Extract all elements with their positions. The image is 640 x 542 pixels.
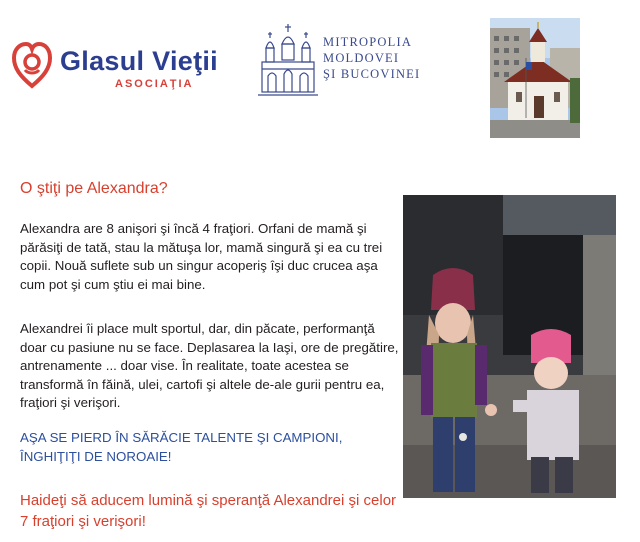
metropolis-line-1: MITROPOLIA [323,35,413,49]
association-name: Glasul Vieţii [60,46,218,76]
metropolis-logo [258,22,428,100]
association-subtitle: ASOCIAŢIA [115,78,194,90]
heart-logo-icon [12,40,52,90]
church-photo [490,18,580,138]
association-logo [12,40,227,95]
article-callout: AŞA SE PIERD ÎN SĂRĂCIE TALENTE ŞI CAMPIONI, ÎNGHIŢIŢI DE NOROAIE! [20,430,343,464]
call-to-action: Haideţi să aducem lumină şi speranţă Alexandrei şi celor 7 fraţiori şi verişori! [20,492,397,530]
children-photo [403,195,616,498]
cathedral-logo-icon [258,22,318,98]
metropolis-name [323,34,420,82]
article-paragraph-2: Alexandrei îi place mult sportul, dar, din păcate, performanţă doar cu pasiune nu se face. Deplasarea la Iaşi, ore de pregătire, antrenamente ... doar vise. În realitate, toate acestea se transformă în făină, ulei, cartofi şi altele de-ale gurii pentru ea, fraţiori şi verişori. [20,321,399,410]
metropolis-line-3: ŞI BUCOVINEI [323,67,421,81]
header [0,0,640,150]
metropolis-line-2: MOLDOVEI [323,51,400,65]
article-paragraph-1: Alexandra are 8 anişori şi încă 4 fraţiori. Orfani de mamă şi părăsiţi de tată, stau la mătuşa lor, mamă singură şi ea cu trei copii. Nouă suflete sub un singur acoperiş îşi duc crucea aşa cum pot şi cum ştiu ei mai bine. [20,221,383,292]
article-title: O ştiţi pe Alexandra? [20,180,168,197]
